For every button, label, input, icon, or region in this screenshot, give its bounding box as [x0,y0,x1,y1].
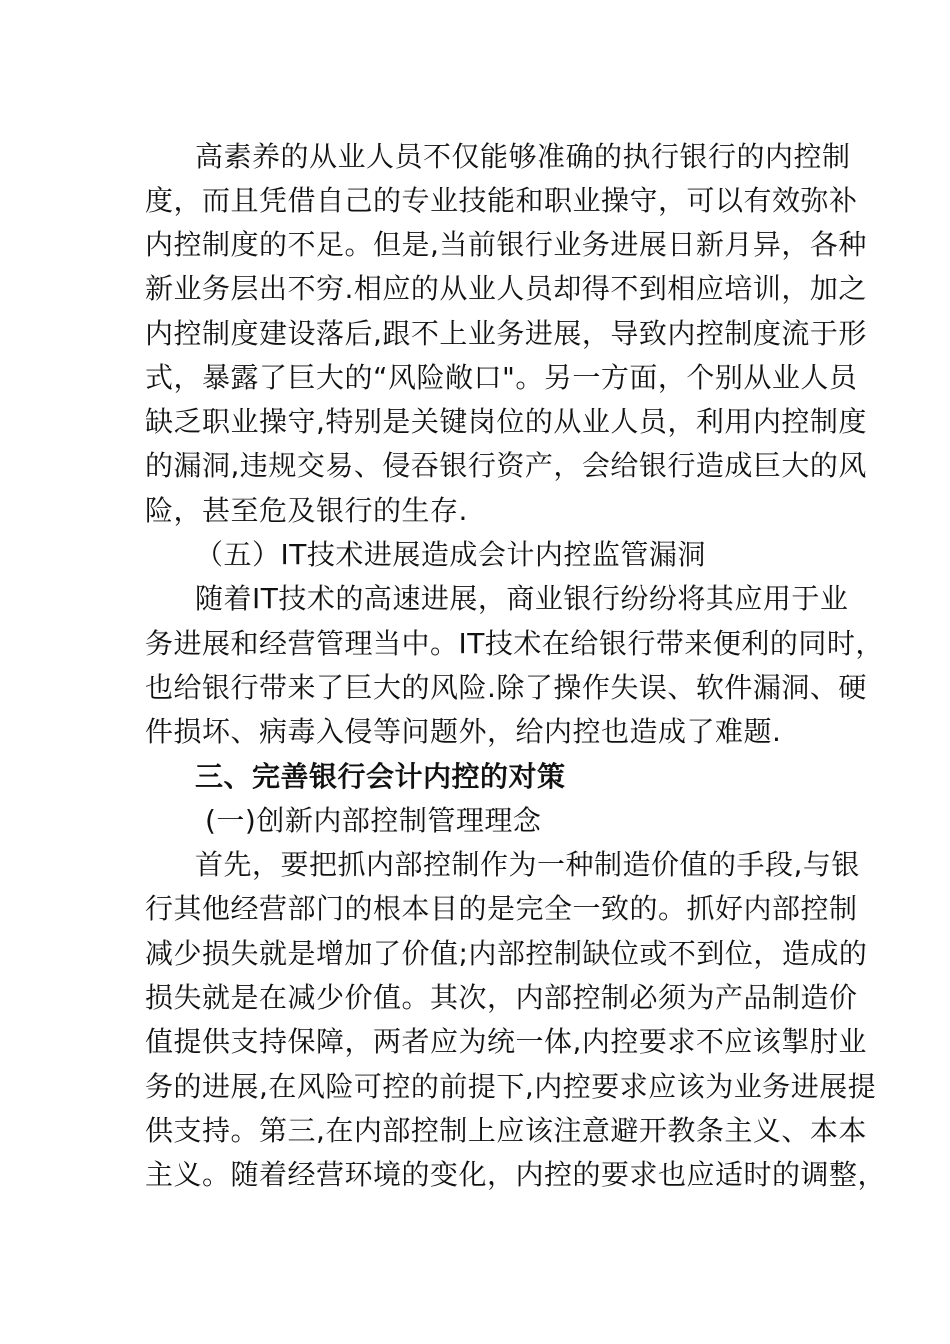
paragraph-line: 高素养的从业人员不仅能够准确的执行银行的内控制 [195,140,851,173]
paragraph-line: 减少损失就是增加了价值;内部控制缺位或不到位，造成的 [145,937,868,970]
section-subheading: (一)创新内部控制管理理念 [205,804,542,837]
paragraph-line: 式，暴露了巨大的“风险敞口"。另一方面，个别从业人员 [145,361,858,394]
paragraph-line: 也给银行带来了巨大的风险.除了操作失误、软件漏洞、硬 [145,671,867,704]
paragraph-line: 随着IT技术的高速进展，商业银行纷纷将其应用于业 [195,582,849,615]
paragraph-line: 件损坏、病毒入侵等问题外，给内控也造成了难题. [145,715,782,748]
paragraph-line: 务进展和经营管理当中。IT技术在给银行带来便利的同时， [145,627,884,660]
paragraph-line: 损失就是在减少价值。其次，内部控制必须为产品制造价 [145,981,858,1014]
paragraph-line: 险，甚至危及银行的生存. [145,494,468,527]
paragraph-line: 度，而且凭借自己的专业技能和职业操守，可以有效弥补 [145,184,858,217]
paragraph-line: 供支持。第三,在内部控制上应该注意避开教条主义、本本 [145,1114,867,1147]
paragraph-line: 务的进展,在风险可控的前提下,内控要求应该为业务进展提 [145,1070,877,1103]
paragraph-line: 主义。随着经营环境的变化，内控的要求也应适时的调整， [145,1158,887,1191]
section-heading: 三、完善银行会计内控的对策 [195,760,566,793]
paragraph-line: 值提供支持保障，两者应为统一体,内控要求不应该掣肘业 [145,1025,867,1058]
paragraph-line: 内控制度建设落后,跟不上业务进展，导致内控制度流于形 [145,317,867,350]
paragraph-line: 内控制度的不足。但是,当前银行业务进展日新月异，各种 [145,228,867,261]
section-subheading: （五）IT技术进展造成会计内控监管漏洞 [195,538,706,571]
paragraph-line: 行其他经营部门的根本目的是完全一致的。抓好内部控制 [145,892,858,925]
paragraph-line: 缺乏职业操守,特别是关键岗位的从业人员，利用内控制度 [145,405,867,438]
paragraph-line: 的漏洞,违规交易、侵吞银行资产，会给银行造成巨大的风 [145,449,867,482]
paragraph-line: 新业务层出不穷.相应的从业人员却得不到相应培训，加之 [145,272,867,305]
paragraph-line: 首先，要把抓内部控制作为一种制造价值的手段,与银 [195,848,860,881]
